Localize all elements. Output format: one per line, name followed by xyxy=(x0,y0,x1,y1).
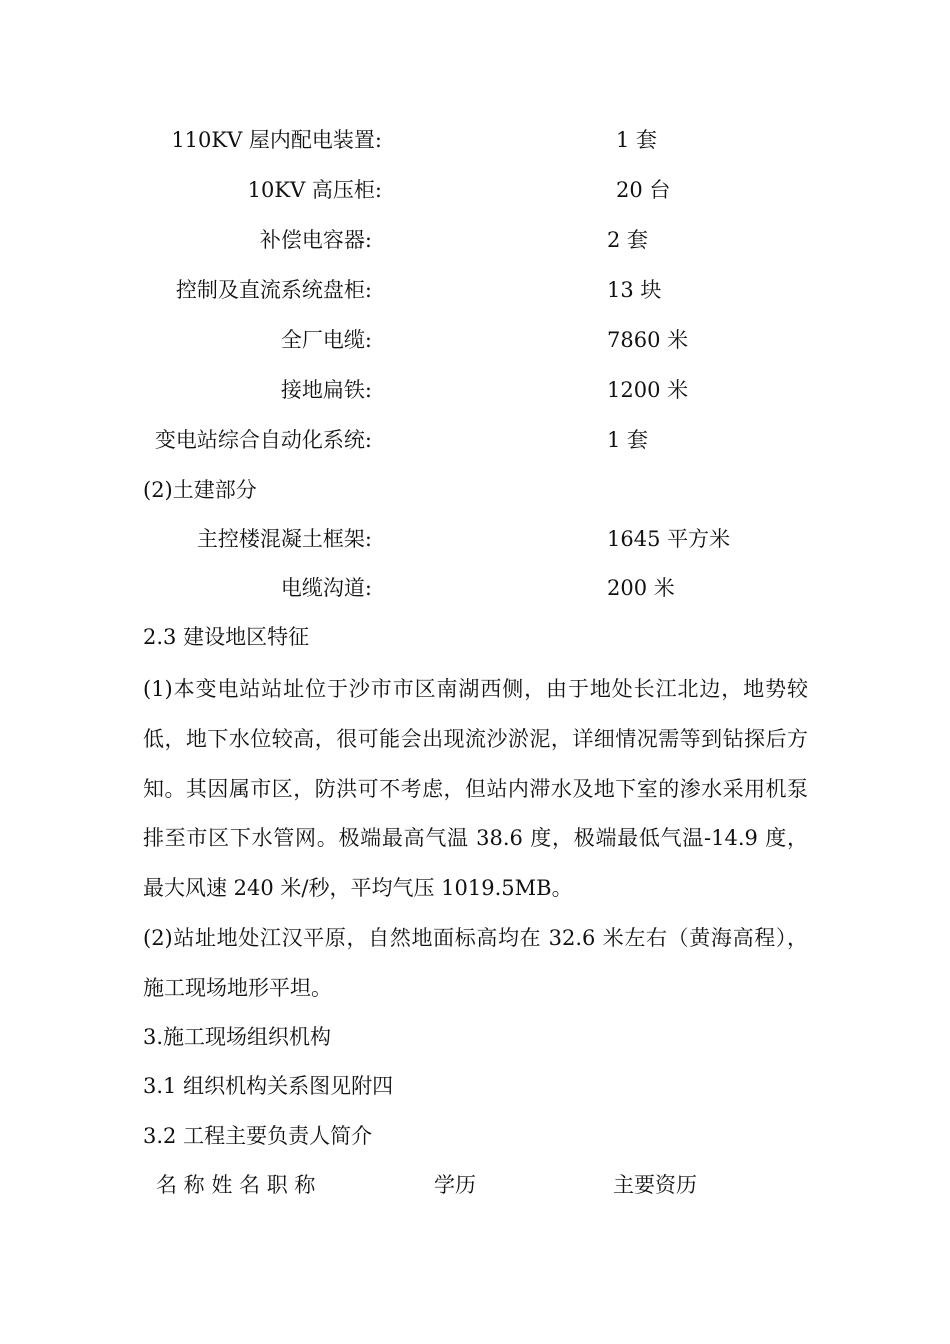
equipment-value: 20 台 xyxy=(616,178,671,202)
section-3-title: 3.施工现场组织机构 xyxy=(143,1025,332,1049)
section-heading xyxy=(0,1017,950,1057)
equipment-row xyxy=(0,170,950,210)
section-heading xyxy=(0,1066,950,1106)
paragraph-terrain: (2)站址地处江汉平原，自然地面标高均在 32.6 米左右（黄海高程），施工现场地形平坦。 xyxy=(143,926,808,1000)
equipment-label: 补偿电容器: xyxy=(259,228,372,252)
equipment-value: 1 套 xyxy=(616,128,658,152)
civil-label: 电缆沟道: xyxy=(280,576,372,600)
section-heading xyxy=(0,1116,950,1156)
section-3-2-title: 3.2 工程主要负责人简介 xyxy=(143,1124,373,1148)
table-header-row xyxy=(0,1165,950,1205)
equipment-label: 全厂电缆: xyxy=(280,328,372,352)
equipment-label: 变电站综合自动化系统: xyxy=(154,428,372,452)
equipment-label: 110KV 屋内配电装置: xyxy=(171,128,382,152)
table-header-name-title: 名 称 姓 名 职 称 xyxy=(156,1173,316,1197)
section-heading xyxy=(0,617,950,657)
equipment-label: 控制及直流系统盘柜: xyxy=(175,278,372,302)
section-2-3-title: 2.3 建设地区特征 xyxy=(143,625,310,649)
section-3-1-title: 3.1 组织机构关系图见附四 xyxy=(143,1074,394,1098)
equipment-row xyxy=(0,370,950,410)
equipment-row xyxy=(0,420,950,460)
civil-row xyxy=(0,519,950,559)
civil-section-title: (2)土建部分 xyxy=(143,478,257,502)
equipment-label: 10KV 高压柜: xyxy=(247,178,382,202)
civil-section-heading xyxy=(0,470,950,510)
civil-row xyxy=(0,568,950,608)
table-header-education: 学历 xyxy=(434,1173,476,1197)
equipment-row xyxy=(0,120,950,160)
equipment-row xyxy=(0,220,950,260)
civil-label: 主控楼混凝土框架: xyxy=(196,527,372,551)
equipment-value: 1 套 xyxy=(607,428,649,452)
civil-value: 200 米 xyxy=(607,576,675,600)
equipment-label: 接地扁铁: xyxy=(280,378,372,402)
equipment-row xyxy=(0,270,950,310)
equipment-value: 7860 米 xyxy=(607,328,689,352)
equipment-row xyxy=(0,320,950,360)
equipment-value: 2 套 xyxy=(607,228,649,252)
civil-value: 1645 平方米 xyxy=(607,527,731,551)
paragraph-site-location: (1)本变电站站址位于沙市市区南湖西侧，由于地处长江北边，地势较低，地下水位较高，很可能会出现流沙淤泥，详细情况需等到钻探后方知。其因属市区，防洪可不考虑，但站内滞水及地下室的渗水采用机泵排至市区下水管网。极端最高气温 38.6 度，极端最低气温-14.9 度，最大风速 240 米/秒，平均气压 1019.5MB。 xyxy=(143,677,808,901)
equipment-value: 13 块 xyxy=(607,278,662,302)
equipment-value: 1200 米 xyxy=(607,378,689,402)
table-header-experience: 主要资历 xyxy=(613,1173,697,1197)
